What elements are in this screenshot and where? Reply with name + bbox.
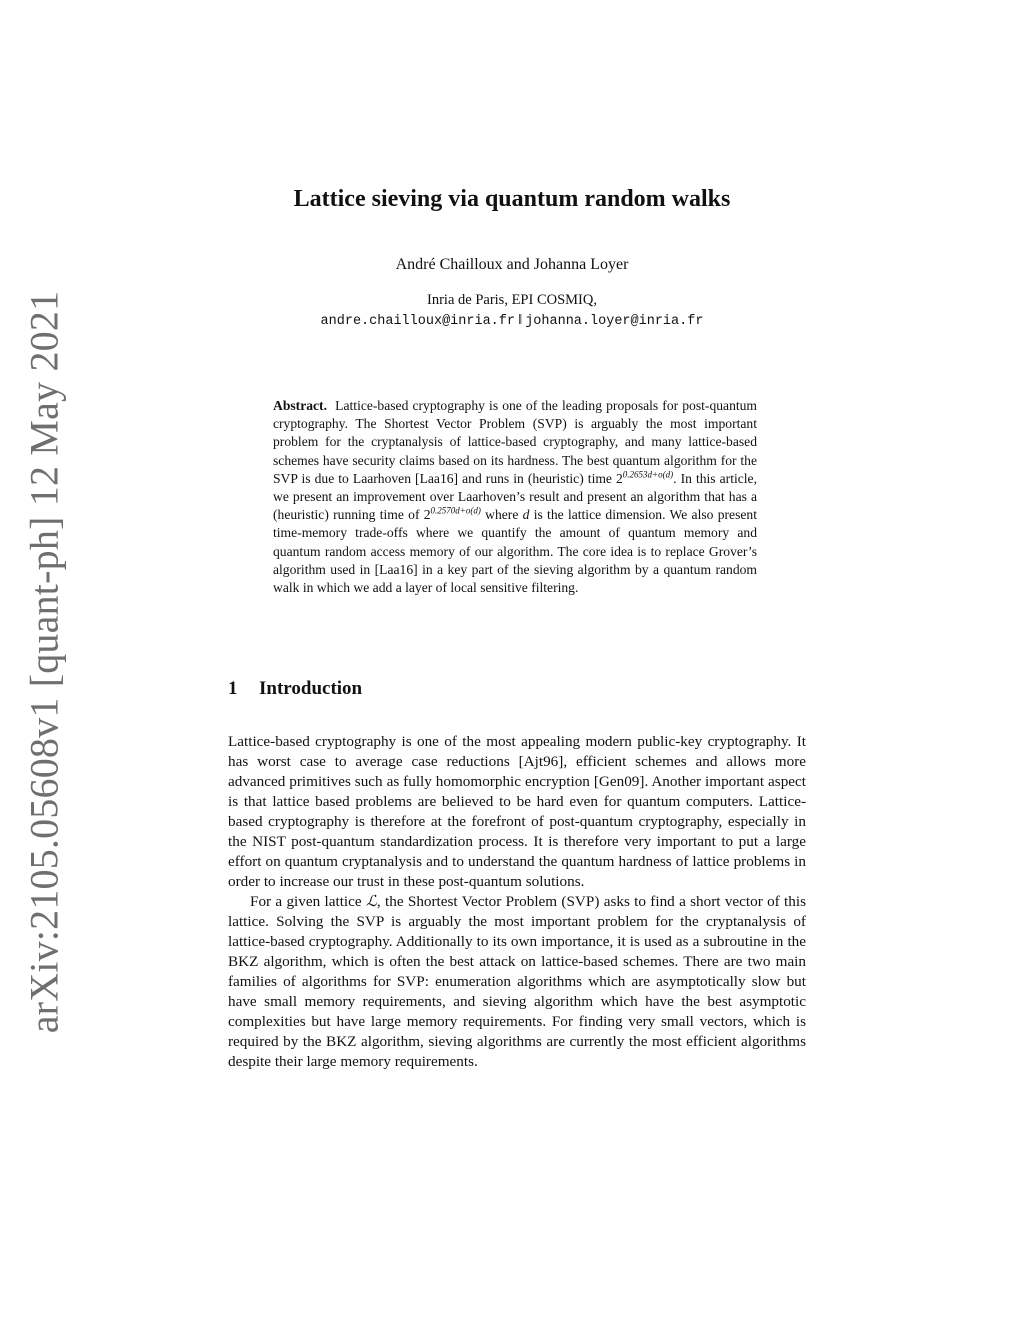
affiliation: Inria de Paris, EPI COSMIQ, <box>427 292 597 308</box>
abstract-label: Abstract. <box>273 398 327 413</box>
introduction-body <box>228 732 806 1072</box>
abstract <box>273 397 757 597</box>
abstract-text-part3: where <box>480 507 523 523</box>
paragraph-2-rest: , the Shortest Vector Problem (SVP) asks to find a short vector of this lattice. Solving the SVP is arguably the most important problem for the cryptanalysis of lattice-based cryptography. Additionally to its own importance, it is used as a subroutine in the BKZ algorithm, which is often the best attack on lattice-based schemes. There are two main families of algorithms for SVP: enumeration algorithms which are asymptotically slow but have small memory requirements, and sieving algorithm which have the best asymptotic complexities but have large memory requirements. For finding very small vectors, which is required by the BKZ algorithm, sieving algorithms are currently the most efficient algorithms despite their large memory requirements. <box>228 893 806 1070</box>
abstract-exponent-2: 0.2570d+o(d) <box>430 505 481 516</box>
arxiv-identifier-stamp: arXiv:2105.05608v1 [quant-ph] 12 May 2021 <box>21 290 67 1034</box>
paragraph-2-start: For a given lattice <box>250 893 366 910</box>
section-number: 1 <box>228 678 238 699</box>
email-first[interactable]: andre.chailloux@inria.fr <box>320 314 515 329</box>
paragraph-2 <box>228 892 806 1072</box>
author-emails <box>0 312 1024 329</box>
abstract-text-part4: is the lattice dimension. We also present time-memory trade-offs where we quantify the amount of quantum memory and quantum random access memory of our algorithm. The core idea is to replace Grover’s algorithm used in [Laa16] in a key part of the sieving algorithm by a quantum random walk in which we add a layer of local sensitive filtering. <box>273 507 757 596</box>
section-heading <box>228 678 362 700</box>
email-second[interactable]: johanna.loyer@inria.fr <box>525 314 704 329</box>
author-list: André Chailloux and Johanna Loyer <box>395 256 629 273</box>
lattice-symbol: ℒ <box>365 893 377 910</box>
abstract-variable-d: d <box>522 507 530 523</box>
paragraph-1: Lattice-based cryptography is one of the most appealing modern public-key cryptography. It has worst case to average case reductions [Ajt96], efficient schemes and allows more advanced primitives such as fully homomorphic encryption [Gen09]. Another important aspect is that lattice based problems are believed to be hard even for quantum computers. Lattice-based cryptography is therefore at the forefront of post-quantum cryptography, especially in the NIST post-quantum standardization process. It is therefore very important to put a large effort on quantum cryptanalysis and to understand the quantum hardness of lattice problems in order to increase our trust in these post-quantum solutions. <box>228 733 806 890</box>
abstract-text-part1: Lattice-based cryptography is one of the leading proposals for post-quantum cryptography. The Shortest Vector Problem (SVP) is arguably the most important problem for the cryptanalysis of lattice-based cryptography, and many lattice-based schemes have security claims based on its hardness. The best quantum algorithm for the SVP is due to Laarhoven [Laa16] and runs in (heuristic) time 2 <box>273 398 758 486</box>
paper-title: Lattice sieving via quantum random walks <box>293 186 731 212</box>
abstract-text-part2: . In this article, we present an improvement over Laarhoven’s result and present an algorithm that has a (heuristic) running time of 2 <box>273 470 757 523</box>
section-title: Introduction <box>259 678 363 699</box>
email-separator: ‖ <box>517 312 523 328</box>
abstract-exponent-1: 0.2653d+o(d) <box>622 469 674 480</box>
